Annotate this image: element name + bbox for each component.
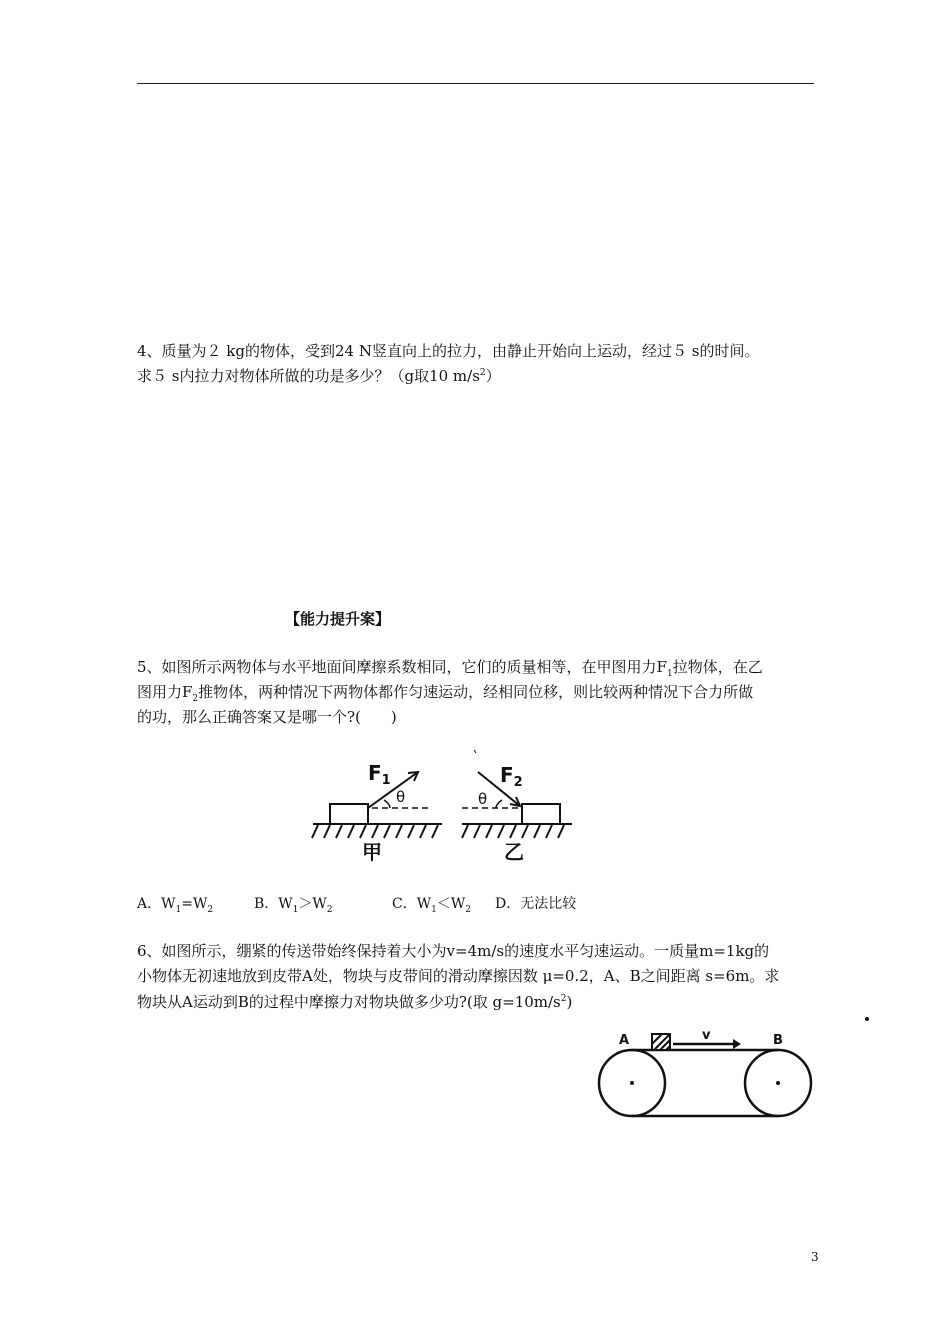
caption-yi: 乙 [504,840,524,864]
theta-left: θ [396,788,406,806]
f2-label: $F_2$ [500,763,523,790]
q4-line-2: 求５ s内拉力对物体所做的功是多少？（g取10 $m/s^2$） [137,367,501,385]
page-number: 3 [811,1250,819,1264]
q5-line-2: 图用力$F_2$推物体，两种情况下两物体都作匀速运动，经相同位移，则比较两种情况下合力所做 [137,683,754,704]
theta-right: θ [478,790,488,808]
q5-line-1: 5、如图所示两物体与水平地面间摩擦系数相同，它们的质量相等，在甲图用力$F_1$拉物体，在乙 [137,658,763,679]
q6-conveyor-figure [595,1030,820,1120]
q6-line-3: 物块从A运动到B的过程中摩擦力对物块做多少功?(取 $g=10m/s^2$) [137,993,573,1011]
caption-jia: 甲 [362,840,382,864]
q5-option-a: A．$W_1=W_2$ [137,896,214,915]
f1-label: $F_1$ [368,761,391,788]
q4-line-1: 4、质量为２ kg的物体，受到24 N竖直向上的拉力，由静止开始向上运动，经过５ s的时间。 [137,342,760,360]
q5-force-figure [310,748,585,866]
q5-option-d: D．无法比较 [495,896,577,912]
stray-dot [864,1016,870,1022]
label-a: A [619,1033,630,1048]
q5-line-3: 的功，那么正确答案又是哪一个?( ) [137,708,397,726]
q6-line-1: 6、如图所示，绷紧的传送带始终保持着大小为v=4m/s的速度水平匀速运动。一质量m=1kg的 [137,942,770,960]
label-b: B [773,1033,783,1048]
label-v: v [702,1028,711,1043]
section-heading: 【能力提升案】 [285,610,391,628]
header-rule [137,83,814,84]
q5-option-b: B．$W_1>W_2$ [254,896,333,915]
q5-option-c: C．$W_1<W_2$ [392,896,471,915]
q6-line-2: 小物体无初速地放到皮带A处，物块与皮带间的滑动摩擦因数 μ=0.2，A、B之间距离 s=6m。求 [137,967,780,985]
